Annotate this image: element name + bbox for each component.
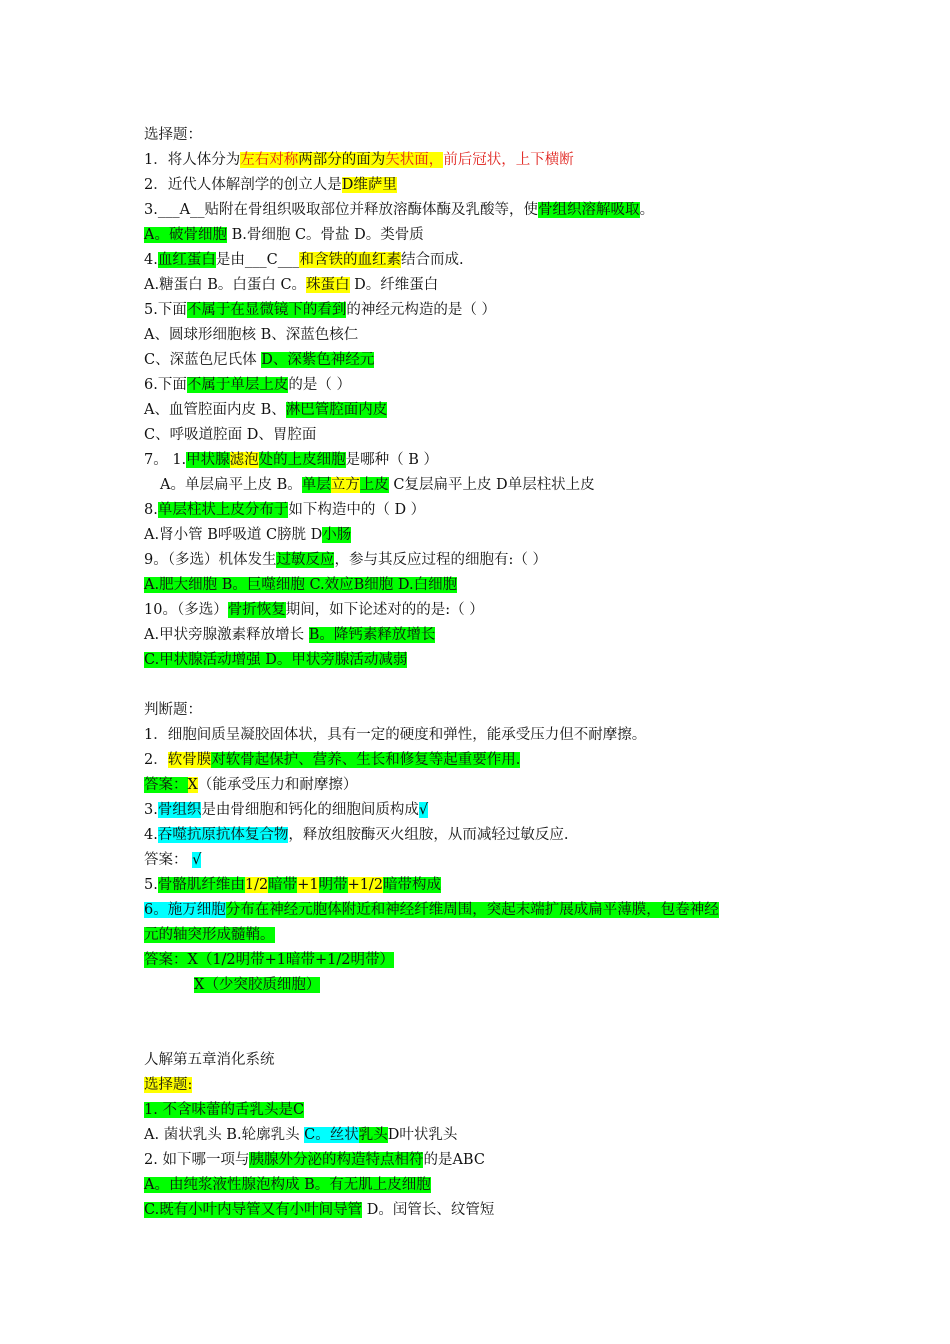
highlighted-text: 既有小叶内导管又有小叶间导管 [159, 1202, 363, 1218]
text-run: 4. [144, 827, 158, 843]
highlighted-text: 甲状腺 [186, 452, 230, 468]
highlighted-text: 左右对称 [240, 152, 299, 168]
highlighted-text: √ [418, 802, 429, 818]
highlighted-text: 答案： [144, 952, 188, 968]
highlighted-text: 分布在神经元胞体附近和神经纤维周围，突起末端扩展成扁平薄膜，包卷神经 [225, 902, 719, 918]
document-body [144, 123, 816, 1223]
text-line [144, 598, 816, 623]
highlighted-text: 1/2 [244, 877, 269, 893]
highlighted-text: 答案： [144, 777, 188, 793]
text-line [144, 973, 816, 998]
text-line [144, 373, 816, 398]
highlighted-text: X（1/2明带+1暗带+1/2明带） [187, 952, 395, 968]
highlighted-text: C. [144, 652, 160, 668]
text-line [144, 723, 816, 748]
text-line [144, 123, 816, 148]
text-line [144, 1198, 816, 1223]
highlighted-text: 淋巴管腔面内皮 [285, 402, 388, 418]
text-line [144, 423, 816, 448]
text-line [144, 223, 816, 248]
highlighted-text: 单层柱状上皮分布于 [157, 502, 289, 518]
highlighted-text: A。由纯浆液性腺泡构成 B。有无肌上皮细胞 [144, 1177, 431, 1193]
highlighted-text: 小肠 [322, 527, 352, 543]
highlighted-text: 白细胞 [413, 577, 458, 593]
text-run: 6.下面 [144, 377, 187, 393]
text-run: 期间，如下论述对的的是:（ ） [285, 602, 484, 618]
highlighted-text: 1. 不含味蕾的舌乳头是C [144, 1102, 305, 1118]
highlighted-text: 珠蛋白 [306, 277, 350, 293]
text-run: 3. [144, 802, 158, 818]
highlighted-text: +1/2 [347, 877, 384, 893]
text-run: 。 [639, 202, 655, 218]
highlighted-text: 元的轴突形成髓鞘。 [144, 927, 275, 943]
text-line [144, 348, 816, 373]
highlighted-text: 软骨膜 [167, 752, 212, 768]
text-run: A。单层扁平上皮 B。 [160, 477, 302, 493]
highlighted-text: X [187, 777, 198, 793]
text-line [144, 898, 816, 923]
highlighted-text: 立方 [330, 477, 360, 493]
highlighted-text: 和含铁的血红素 [299, 252, 401, 268]
text-line [144, 923, 816, 948]
text-run: 10。（多选） [144, 602, 228, 618]
highlighted-text: 过敏反应 [276, 552, 335, 568]
text-line [144, 773, 816, 798]
text-run: 1．细胞间质呈凝胶固体状，具有一定的硬度和弹性，能承受压力但不耐摩擦。 [144, 727, 647, 743]
highlighted-text: 吞噬抗原抗体复合物 [157, 827, 289, 843]
highlighted-text: D. [393, 577, 414, 593]
text-run: 前后冠状，上下横断 [443, 152, 574, 168]
highlighted-text: 乳头 [358, 1127, 388, 1143]
text-run: 如下构造中的（ D ） [288, 502, 426, 518]
text-run: D。闰管长、纹管短 [362, 1202, 495, 1218]
text-line [144, 498, 816, 523]
text-run: 是由___C___ [215, 252, 300, 268]
text-line [144, 1123, 816, 1148]
text-line [144, 198, 816, 223]
text-line [144, 648, 816, 673]
text-run: 2． [144, 752, 168, 768]
text-line [144, 873, 816, 898]
text-line [144, 473, 816, 498]
highlighted-text: X（少突胶质细胞） [194, 977, 321, 993]
highlighted-text: 矢状面， [385, 152, 444, 168]
text-line [144, 548, 816, 573]
highlighted-text: A.肥大细胞 B。巨噬细胞 C.效应B [144, 577, 365, 593]
highlighted-text: C。丝状 [304, 1127, 359, 1143]
text-line [144, 448, 816, 473]
highlighted-text: 上皮 [359, 477, 389, 493]
text-run: 1．将人体分为 [144, 152, 241, 168]
highlighted-text: 。破骨细胞 [154, 227, 227, 243]
text-line [144, 148, 816, 173]
highlighted-text: D、深紫色神经元 [261, 352, 375, 368]
text-line [144, 798, 816, 823]
text-run: A、圆球形细胞核 B、深蓝色核仁 [144, 327, 359, 343]
text-line [144, 173, 816, 198]
text-run: C、呼吸道腔面 D、胃腔面 [144, 427, 317, 443]
highlighted-text: 细胞 [364, 577, 394, 593]
highlighted-text: 骨骼肌纤维由 [157, 877, 245, 893]
highlighted-text: D维萨里 [341, 177, 397, 193]
text-run: ，释放组胺酶灭火组胺，从而减轻过敏反应. [288, 827, 569, 843]
highlighted-text: 处的上皮细胞 [258, 452, 346, 468]
text-run: 的神经元构造的是（ ） [346, 302, 496, 318]
blank-line [144, 998, 816, 1048]
text-line [144, 1048, 816, 1073]
text-line [144, 698, 816, 723]
text-line [144, 1173, 816, 1198]
text-line [144, 823, 816, 848]
text-run: 3.___A__贴附在骨组织吸取部位并释放溶酶体酶及乳酸等，使 [144, 202, 539, 218]
text-run: （能承受压力和耐摩擦） [197, 777, 358, 793]
highlighted-text: A [144, 227, 155, 243]
highlighted-text: 滤泡 [229, 452, 259, 468]
highlighted-text: 两部分的面为 [298, 152, 386, 168]
text-line [144, 1073, 816, 1098]
text-line [144, 848, 816, 873]
text-run: 8. [144, 502, 158, 518]
text-run: C、深蓝色尼氏体 [144, 352, 262, 368]
text-run: 2．近代人体解剖学的创立人是 [144, 177, 342, 193]
text-line [144, 748, 816, 773]
text-run: A.糖蛋白 B。白蛋白 C。 [144, 277, 307, 293]
text-run: 9。（多选）机体发生 [144, 552, 277, 568]
text-run: 是哪种（ B ） [345, 452, 439, 468]
text-run: 7。 1. [144, 452, 187, 468]
text-run: 的是ABC [423, 1152, 485, 1168]
highlighted-text: 单层 [301, 477, 331, 493]
highlighted-text: B。降钙素释放增长 [308, 627, 436, 643]
highlighted-text: 暗带构成 [383, 877, 442, 893]
text-line [144, 1148, 816, 1173]
highlighted-text: √ [192, 852, 202, 868]
highlighted-text: 6。施万细胞 [144, 902, 226, 918]
highlighted-text: 暗带 [268, 877, 298, 893]
highlighted-text: 甲状腺活动增强 D。甲状旁腺活动减弱 [159, 652, 408, 668]
text-run: 答案： [144, 852, 193, 868]
text-run: D叶状乳头 [387, 1127, 458, 1143]
highlighted-text: 骨组织溶解吸取 [538, 202, 640, 218]
text-run: ，参与其反应过程的细胞有:（ ） [334, 552, 547, 568]
text-line [144, 523, 816, 548]
text-run: 5. [144, 877, 158, 893]
text-run: 选择题： [144, 127, 202, 143]
text-run: D。纤维蛋白 [349, 277, 439, 293]
text-line [144, 298, 816, 323]
highlighted-text: 不属于单层上皮 [186, 377, 289, 393]
text-run: 判断题： [144, 702, 202, 718]
highlighted-text: 骨组织 [157, 802, 202, 818]
blank-line [144, 673, 816, 698]
highlighted-text: 对软骨起保护、营养、生长和修复等起重要作用. [211, 752, 521, 768]
text-line [144, 248, 816, 273]
text-line [144, 273, 816, 298]
text-run: A.肾小管 B呼吸道 C膀胱 D [144, 527, 323, 543]
text-run: B.骨细胞 C。骨盐 D。类骨质 [226, 227, 424, 243]
text-run: C复层扁平上皮 D单层柱状上皮 [388, 477, 595, 493]
text-line [144, 948, 816, 973]
text-line [144, 398, 816, 423]
text-line [144, 1098, 816, 1123]
text-run: 结合而成. [400, 252, 464, 268]
text-run: 的是（ ） [288, 377, 351, 393]
highlighted-text: 不属于在显微镜下的看到 [186, 302, 347, 318]
highlighted-text: 骨折恢复 [227, 602, 286, 618]
text-line [144, 573, 816, 598]
text-run: A、血管腔面内皮 B、 [144, 402, 286, 418]
text-run: A. 菌状乳头 B.轮廓乳头 [144, 1127, 305, 1143]
text-run: 2. 如下哪一项与 [144, 1152, 250, 1168]
highlighted-text: 胰腺外分泌的构造特点相符 [249, 1152, 424, 1168]
text-line [144, 623, 816, 648]
text-run: 是由骨细胞和钙化的细胞间质构成 [201, 802, 419, 818]
highlighted-text: +1 [297, 877, 319, 893]
highlighted-text: 选择题: [144, 1077, 193, 1093]
highlighted-text: C. [144, 1202, 160, 1218]
text-run: 5.下面 [144, 302, 187, 318]
highlighted-text: 血红蛋白 [157, 252, 216, 268]
text-run: 4. [144, 252, 158, 268]
text-line [144, 323, 816, 348]
text-run: A.甲状旁腺激素释放增长 [144, 627, 309, 643]
text-run: 人解第五章消化系统 [144, 1052, 275, 1068]
highlighted-text: 明带 [318, 877, 348, 893]
